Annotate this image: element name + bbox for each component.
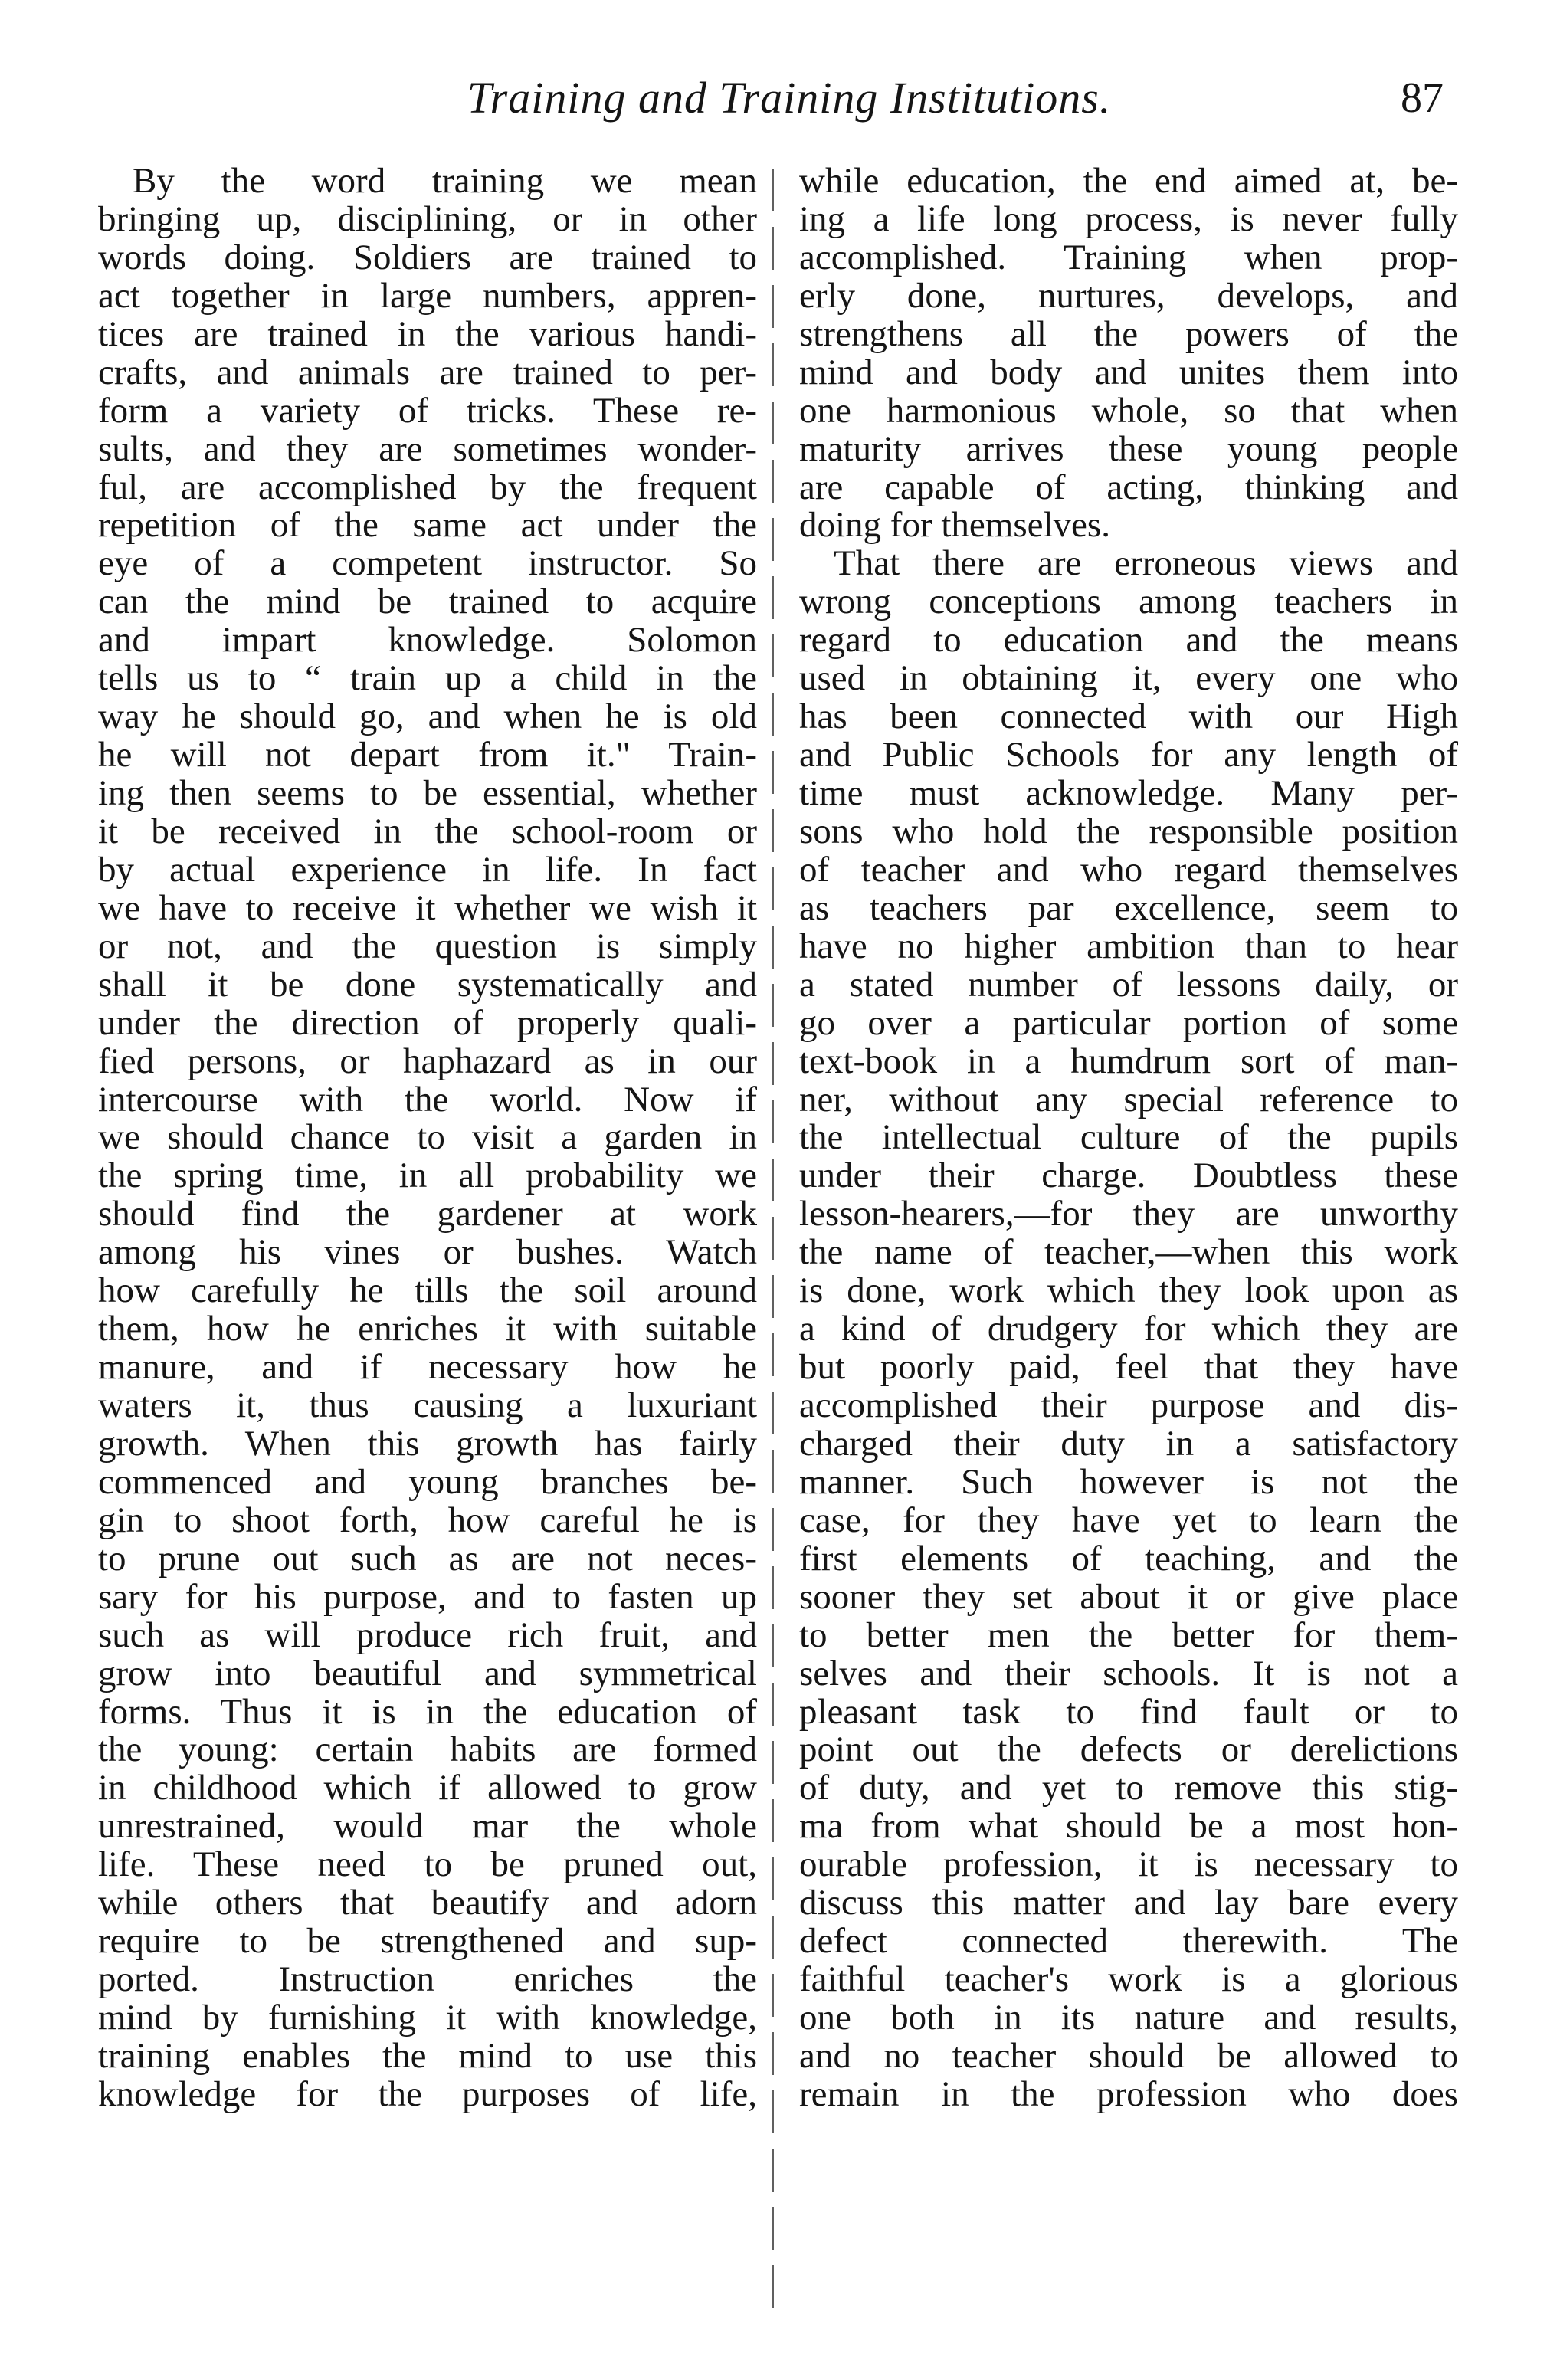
text-line: shall it be done systematically and (98, 964, 757, 1005)
text-line: as teachers par excellence, seem to (799, 887, 1458, 928)
text-line: accomplished. Training when prop- (799, 237, 1458, 277)
text-line: under the direction of properly quali- (98, 1002, 757, 1043)
text-line: are capable of acting, thinking and (799, 467, 1458, 507)
text-line: tells us to “ train up a child in the (98, 658, 757, 699)
text-line: have no higher ambition than to hear (799, 926, 1458, 966)
text-line: wrong conceptions among teachers in (799, 582, 1458, 622)
text-line: while others that beautify and adorn (98, 1883, 757, 1923)
text-line: selves and their schools. It is not a (799, 1653, 1458, 1693)
text-line: That there are erroneous views and (834, 543, 1458, 584)
text-line: the intellectual culture of the pupils (799, 1117, 1458, 1158)
text-line: case, for they have yet to learn the (799, 1500, 1458, 1540)
text-line: and Public Schools for any length of (799, 735, 1458, 775)
text-line: gin to shoot forth, how careful he is (98, 1500, 757, 1540)
text-line: ing then seems to be essential, whether (98, 773, 757, 813)
text-line: a kind of drudgery for which they are (799, 1309, 1458, 1349)
text-line: one both in its nature and results, (799, 1998, 1458, 2037)
text-line: training enables the mind to use this (98, 2035, 757, 2076)
right-text-column (799, 162, 1458, 2354)
text-line: ourable profession, it is necessary to (799, 1844, 1458, 1885)
text-line: in childhood which if allowed to grow (98, 1768, 757, 1808)
running-title: Training and Training Institutions. (467, 73, 1112, 123)
text-line: strengthens all the powers of the (799, 313, 1458, 354)
text-line: lesson-hearers,—for they are unworthy (799, 1194, 1458, 1234)
text-line: has been connected with our High (799, 697, 1458, 737)
text-line: regard to education and the means (799, 620, 1458, 661)
text-line: accomplished their purpose and dis- (799, 1385, 1458, 1425)
text-line: repetition of the same act under the (98, 505, 757, 546)
text-line: such as will produce rich fruit, and (98, 1615, 757, 1655)
text-line: crafts, and animals are trained to per- (98, 352, 757, 392)
text-line: point out the defects or derelictions (799, 1729, 1458, 1770)
text-line: knowledge for the purposes of life, (98, 2073, 757, 2114)
text-line: faithful teacher's work is a glorious (799, 1959, 1458, 2000)
text-line: sooner they set about it or give place (799, 1576, 1458, 1617)
text-line: life. These need to be pruned out, (98, 1844, 757, 1885)
text-line: maturity arrives these young people (799, 428, 1458, 469)
text-line: ma from what should be a most hon- (799, 1806, 1458, 1847)
text-line: ful, are accomplished by the frequent (98, 467, 757, 507)
text-line: commenced and young branches be- (98, 1461, 757, 1502)
text-line: how carefully he tills the soil around (98, 1270, 757, 1311)
text-line: to prune out such as are not neces- (98, 1538, 757, 1578)
text-line: form a variety of tricks. These re- (98, 390, 757, 431)
text-line: by actual experience in life. In fact (98, 849, 757, 890)
text-line: he will not depart from it." Train- (98, 735, 757, 775)
text-line: first elements of teaching, and the (799, 1538, 1458, 1578)
text-line: ner, without any special reference to (799, 1079, 1458, 1120)
text-line: waters it, thus causing a luxuriant (98, 1385, 757, 1425)
text-line: doing for themselves. (799, 505, 1110, 546)
text-line: and impart knowledge. Solomon (98, 620, 757, 661)
text-line: sons who hold the responsible position (799, 811, 1458, 851)
text-line: can the mind be trained to acquire (98, 582, 757, 622)
text-line: or not, and the question is simply (98, 926, 757, 966)
text-line: time must acknowledge. Many per- (799, 773, 1458, 813)
text-line: act together in large numbers, appren- (98, 275, 757, 316)
text-line: growth. When this growth has fairly (98, 1423, 757, 1464)
text-line: among his vines or bushes. Watch (98, 1232, 757, 1273)
text-line: the name of teacher,—when this work (799, 1232, 1458, 1273)
running-header (0, 67, 1547, 129)
text-line: bringing up, disciplining, or in other (98, 198, 757, 239)
text-line: to better men the better for them- (799, 1615, 1458, 1655)
text-line: By the word training we mean (133, 161, 757, 201)
text-line: them, how he enriches it with suitable (98, 1309, 757, 1349)
text-line: used in obtaining it, every one who (799, 658, 1458, 699)
text-line: one harmonious whole, so that when (799, 390, 1458, 431)
text-line: ported. Instruction enriches the (98, 1959, 757, 2000)
text-line: go over a particular portion of some (799, 1002, 1458, 1043)
text-line: sults, and they are sometimes wonder- (98, 428, 757, 469)
text-line: remain in the profession who does (799, 2073, 1458, 2114)
text-line: pleasant task to find fault or to (799, 1691, 1458, 1732)
text-line: defect connected therewith. The (799, 1921, 1458, 1962)
text-line: mind by furnishing it with knowledge, (98, 1998, 757, 2037)
text-line: ing a life long process, is never fully (799, 198, 1458, 239)
text-line: manure, and if necessary how he (98, 1347, 757, 1388)
text-line: intercourse with the world. Now if (98, 1079, 757, 1120)
text-line: of duty, and yet to remove this stig- (799, 1768, 1458, 1808)
text-line: we have to receive it whether we wish it (98, 887, 757, 928)
text-line: we should chance to visit a garden in (98, 1117, 757, 1158)
text-line: eye of a competent instructor. So (98, 543, 757, 584)
text-line: require to be strengthened and sup- (98, 1921, 757, 1962)
text-line: sary for his purpose, and to fasten up (98, 1576, 757, 1617)
text-line: way he should go, and when he is old (98, 697, 757, 737)
text-line: but poorly paid, feel that they have (799, 1347, 1458, 1388)
text-line: under their charge. Doubtless these (799, 1156, 1458, 1196)
text-line: manner. Such however is not the (799, 1461, 1458, 1502)
text-line: tices are trained in the various handi- (98, 313, 757, 354)
text-line: text-book in a humdrum sort of man- (799, 1041, 1458, 1081)
left-text-column (98, 162, 757, 2354)
text-line: it be received in the school-room or (98, 811, 757, 851)
text-line: the young: certain habits are formed (98, 1729, 757, 1770)
text-line: is done, work which they look upon as (799, 1270, 1458, 1311)
text-line: grow into beautiful and symmetrical (98, 1653, 757, 1693)
text-line: of teacher and who regard themselves (799, 849, 1458, 890)
page-number: 87 (1401, 74, 1444, 122)
text-line: while education, the end aimed at, be- (799, 161, 1458, 201)
text-line: unrestrained, would mar the whole (98, 1806, 757, 1847)
text-line: mind and body and unites them into (799, 352, 1458, 392)
text-line: the spring time, in all probability we (98, 1156, 757, 1196)
text-line: forms. Thus it is in the education of (98, 1691, 757, 1732)
text-line: should find the gardener at work (98, 1194, 757, 1234)
text-line: erly done, nurtures, develops, and (799, 275, 1458, 316)
text-line: words doing. Soldiers are trained to (98, 237, 757, 277)
text-line: fied persons, or haphazard as in our (98, 1041, 757, 1081)
text-line: and no teacher should be allowed to (799, 2035, 1458, 2076)
column-divider (772, 169, 774, 2314)
text-line: charged their duty in a satisfactory (799, 1423, 1458, 1464)
text-line: a stated number of lessons daily, or (799, 964, 1458, 1005)
text-line: discuss this matter and lay bare every (799, 1883, 1458, 1923)
